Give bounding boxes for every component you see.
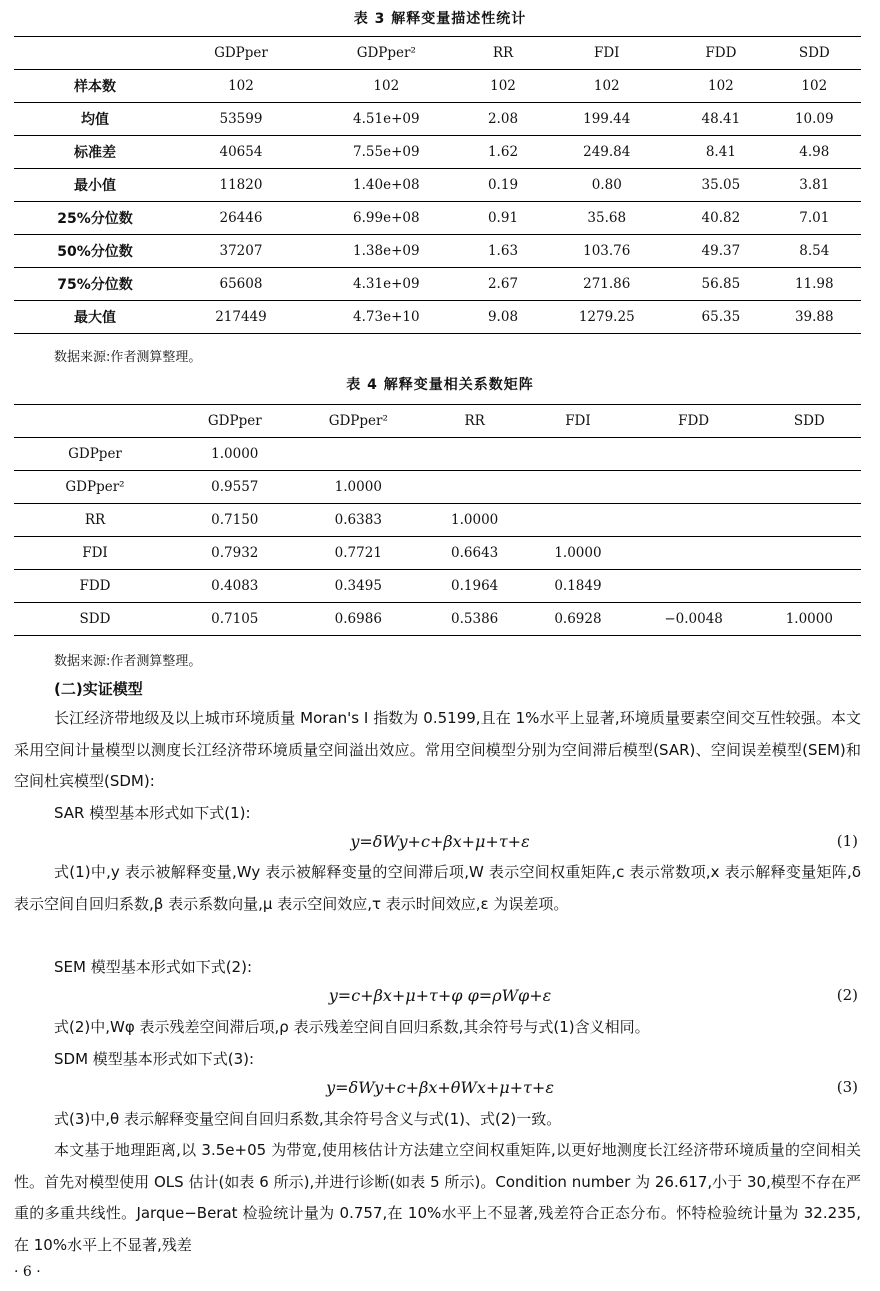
table-cell: 2.67: [487, 276, 519, 292]
table-cell: [758, 570, 861, 603]
paragraph-3: 式(2)中,Wφ 表示残差空间滞后项,ρ 表示残差空间自回归系数,其余符号与式(1)含义相同。: [54, 1018, 650, 1036]
table4-col-header: FDI: [565, 413, 591, 429]
page-number: · 6 ·: [14, 1264, 41, 1280]
row-header: 标准差: [74, 145, 116, 161]
table-cell: 65608: [219, 276, 263, 292]
equation-1-number: (1): [836, 832, 858, 850]
table-cell: [630, 504, 758, 537]
table-row: [14, 70, 861, 103]
table-row: [14, 537, 861, 570]
table-cell: [423, 438, 526, 471]
table-cell: 39.88: [794, 309, 834, 325]
table3-col-header: GDPper²: [356, 45, 416, 61]
table-row: [14, 603, 861, 636]
table3-source: 数据来源:作者测算整理。: [54, 350, 202, 365]
table-cell: [526, 471, 629, 504]
table-cell: 10.09: [794, 111, 834, 127]
table-cell: 40.82: [701, 210, 741, 226]
table-cell: 0.80: [591, 177, 622, 193]
table4-caption: 表 4 解释变量相关系数矩阵: [346, 377, 534, 393]
paragraph-4: 式(3)中,θ 表示解释变量空间自回归系数,其余符号含义与式(1)、式(2)一致。: [54, 1110, 562, 1128]
table-cell: 37207: [219, 243, 263, 259]
table-row: [14, 471, 861, 504]
table-cell: 0.5386: [451, 611, 499, 627]
table-cell: 1.40e+08: [353, 177, 420, 193]
table-cell: 199.44: [583, 111, 631, 127]
table-cell: [526, 504, 629, 537]
table4-col-header: [14, 405, 176, 438]
equation-2-number: (2): [836, 986, 858, 1004]
paragraph-5: 本文基于地理距离,以 3.5e+05 为带宽,使用核估计方法建立空间权重矩阵,以更好地测度长江经济带环境质量的空间相关性。首先对模型使用 OLS 估计(如表 6 所示),并进行诊断(如表 5 所示)。Condition number 为 26.617,小于 30,模型不存在严重的多重共线性。Jarque−Berat 检验统计量为 0.757,在 10%水平上不显著,残差符合正态分布。怀特检验统计量为 32.235,在 10%水平上不显著,残差: [14, 1141, 861, 1254]
sem-intro: SEM 模型基本形式如下式(2):: [54, 958, 253, 976]
table-row: [14, 438, 861, 471]
table-cell: 0.6383: [334, 512, 382, 528]
table4-col-header: GDPper²: [328, 413, 388, 429]
table-cell: 48.41: [701, 111, 741, 127]
table-cell: 0.6928: [554, 611, 602, 627]
table-cell: 26446: [219, 210, 263, 226]
table-cell: 40654: [219, 144, 263, 160]
equation-2: y=c+βx+μ+τ+φ φ=ρWφ+ε: [328, 986, 552, 1005]
table4-source: 数据来源:作者测算整理。: [54, 654, 202, 669]
table-cell: 0.19: [487, 177, 519, 193]
table-row: [14, 570, 861, 603]
table-row: [14, 268, 861, 301]
table-cell: [758, 537, 861, 570]
table-cell: 1.0000: [334, 479, 382, 495]
table3-col-header: [14, 37, 176, 70]
paragraph-1: 长江经济带地级及以上城市环境质量 Moran's I 指数为 0.5199,且在 1%水平上显著,环境质量要素空间交互性较强。本文采用空间计量模型以测度长江经济带环境质量空间溢出效应。常用空间模型分别为空间滞后模型(SAR)、空间误差模型(SEM)和空间杜宾模型(SDM):: [14, 709, 861, 790]
table-cell: 102: [593, 78, 620, 94]
row-header: SDD: [79, 611, 111, 627]
table-cell: 3.81: [799, 177, 830, 193]
table-cell: 0.1964: [451, 578, 499, 594]
table4-col-header: SDD: [793, 413, 825, 429]
table-row: [14, 202, 861, 235]
table-cell: 0.4083: [211, 578, 259, 594]
equation-1: y=δWy+c+βx+μ+τ+ε: [350, 832, 530, 851]
table4-col-header: GDPper: [207, 413, 262, 429]
equation-3-number: (3): [836, 1078, 858, 1096]
table-cell: 1.62: [487, 144, 519, 160]
table-cell: 8.54: [799, 243, 830, 259]
table-cell: 1.38e+09: [353, 243, 420, 259]
table-cell: 249.84: [583, 144, 631, 160]
table-cell: 2.08: [487, 111, 519, 127]
table-cell: [526, 438, 629, 471]
table3-col-header: GDPper: [214, 45, 268, 61]
table-cell: 0.6986: [334, 611, 382, 627]
table-cell: 65.35: [701, 309, 741, 325]
table-row: [14, 169, 861, 202]
table-cell: 271.86: [583, 276, 631, 292]
table-cell: 102: [373, 78, 400, 94]
row-header: 均值: [81, 112, 109, 128]
table-cell: 49.37: [701, 243, 741, 259]
table-cell: 102: [490, 78, 516, 94]
table3: [14, 36, 861, 334]
table-cell: 102: [801, 78, 828, 94]
table-cell: 35.05: [701, 177, 741, 193]
section-heading: (二)实证模型: [54, 680, 143, 698]
table-row: [14, 235, 861, 268]
table-row: [14, 136, 861, 169]
table-cell: [630, 438, 758, 471]
equation-3: y=δWy+c+βx+θWx+μ+τ+ε: [326, 1078, 554, 1097]
sar-intro: SAR 模型基本形式如下式(1):: [54, 804, 251, 822]
row-header: 样本数: [74, 79, 116, 95]
row-header: 最小值: [74, 178, 116, 194]
table-cell: 4.31e+09: [353, 276, 420, 292]
row-header: FDD: [79, 578, 111, 594]
table-cell: [758, 504, 861, 537]
table-cell: 56.85: [701, 276, 741, 292]
table-row: [14, 504, 861, 537]
table-cell: 35.68: [587, 210, 627, 226]
table-cell: 217449: [215, 309, 267, 325]
table-cell: 4.98: [799, 144, 830, 160]
table-cell: 0.7150: [211, 512, 259, 528]
table-cell: 0.1849: [554, 578, 602, 594]
table-cell: 7.55e+09: [353, 144, 420, 160]
table4-col-header: FDD: [678, 413, 710, 429]
table-cell: 53599: [219, 111, 263, 127]
table-cell: 102: [707, 78, 734, 94]
table3-col-header: FDD: [705, 45, 737, 61]
row-header: 最大值: [74, 310, 116, 326]
table3-col-header: SDD: [798, 45, 830, 61]
table-cell: 4.73e+10: [353, 309, 420, 325]
table-cell: [423, 471, 526, 504]
table-cell: 0.9557: [211, 479, 259, 495]
table-cell: 0.7932: [211, 545, 259, 561]
table-cell: 9.08: [487, 309, 519, 325]
table-cell: 103.76: [583, 243, 631, 259]
paragraph-2: 式(1)中,y 表示被解释变量,Wy 表示被解释变量的空间滞后项,W 表示空间权重矩阵,c 表示常数项,x 表示解释变量矩阵,δ 表示空间自回归系数,β 表示系数向量,μ 表示空间效应,τ 表示时间效应,ε 为误差项。: [14, 863, 861, 913]
table-cell: −0.0048: [664, 611, 723, 627]
table3-caption: 表 3 解释变量描述性统计: [353, 11, 527, 27]
table-cell: 0.91: [487, 210, 519, 226]
table-row: [14, 301, 861, 334]
table-cell: [758, 438, 861, 471]
table-cell: 4.51e+09: [353, 111, 420, 127]
table-cell: 0.3495: [334, 578, 382, 594]
row-header: RR: [84, 512, 106, 528]
table-cell: 8.41: [705, 144, 736, 160]
table-cell: 1.0000: [554, 545, 602, 561]
row-header: FDI: [82, 545, 108, 561]
table-cell: 11820: [219, 177, 263, 193]
table-cell: 0.6643: [451, 545, 499, 561]
row-header: 25%分位数: [57, 211, 133, 227]
table4-col-header: RR: [464, 413, 485, 429]
table-cell: 7.01: [799, 210, 830, 226]
row-header: GDPper²: [65, 479, 125, 495]
row-header: 50%分位数: [57, 244, 133, 260]
table3-col-header: FDI: [593, 45, 620, 61]
table-cell: [294, 438, 423, 471]
table-cell: [630, 471, 758, 504]
table4: [14, 404, 861, 636]
table-cell: [630, 570, 758, 603]
table-cell: 1.0000: [785, 611, 833, 627]
table-cell: 1.0000: [451, 512, 499, 528]
row-header: GDPper: [68, 446, 122, 462]
table-row: [14, 103, 861, 136]
table-cell: [758, 471, 861, 504]
table-cell: 11.98: [794, 276, 834, 292]
table-cell: 0.7105: [211, 611, 259, 627]
sdm-intro: SDM 模型基本形式如下式(3):: [54, 1050, 255, 1068]
row-header: 75%分位数: [57, 277, 133, 293]
table-cell: [630, 537, 758, 570]
table-cell: 6.99e+08: [353, 210, 420, 226]
table-cell: 0.7721: [334, 545, 382, 561]
table-cell: 102: [228, 78, 254, 94]
table-cell: 1.63: [487, 243, 519, 259]
table3-col-header: RR: [492, 45, 514, 61]
table-cell: 1.0000: [211, 446, 259, 462]
table-cell: 1279.25: [578, 309, 635, 325]
